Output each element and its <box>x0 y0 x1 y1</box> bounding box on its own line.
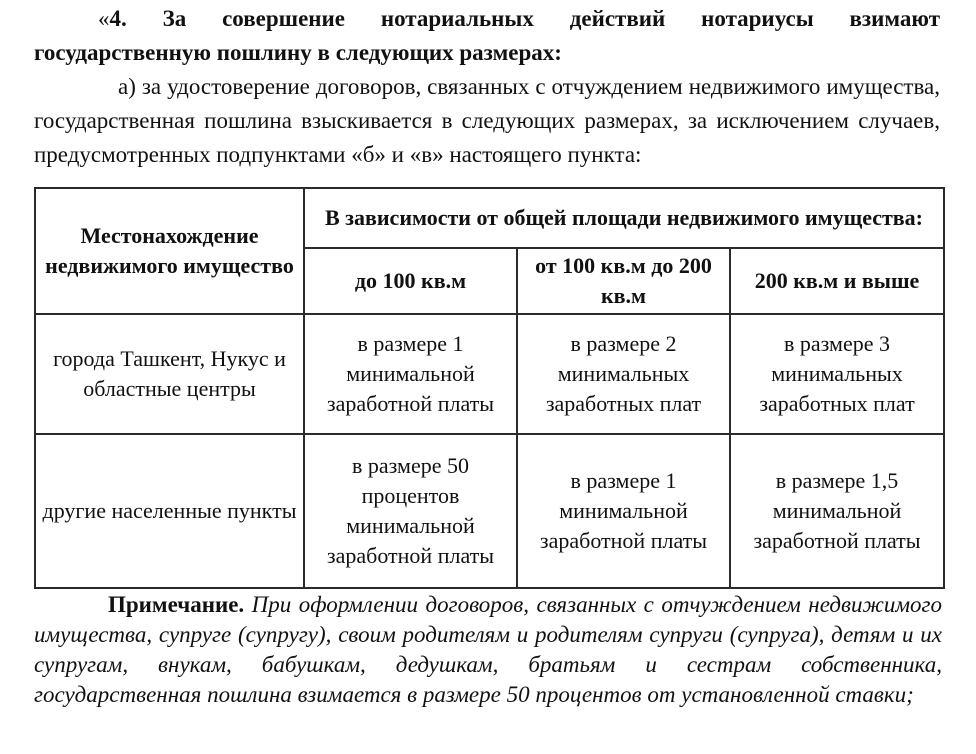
opening-quote: « <box>98 6 110 31</box>
note-text: При оформлении договоров, связанных с отчуждением недвижимого имущества, супруге (супругу), своим родителям и родителям супруги (супруга), детям и их супругам, внукам, бабушкам, дедушкам, братьям и сестрам собственника, государственная пошлина взимается в размере 50 процентов от установленной ставки; <box>34 592 942 707</box>
table-row <box>35 314 944 434</box>
note-paragraph <box>34 590 942 710</box>
fee-cell: в размере 1 минимальной заработной платы <box>517 434 730 588</box>
fee-cell: в размере 3 минимальных заработных плат <box>730 314 944 434</box>
row-location-cell: города Ташкент, Нукус и областные центры <box>35 314 304 434</box>
fee-cell: в размере 2 минимальных заработных плат <box>517 314 730 434</box>
subpoint-a-text: а) за удостоверение договоров, связанных с отчуждением недвижимого имущества, государственная пошлина взыскивается в следующих размерах, за исключением случаев, предусмотренных подпунктами «б» и «в» настоящего пункта: <box>34 74 940 167</box>
fee-table <box>34 187 945 589</box>
column-header-200-and-above: 200 кв.м и выше <box>730 248 944 314</box>
area-group-header: В зависимости от общей площади недвижимого имущества: <box>304 188 944 248</box>
section-heading <box>34 2 940 70</box>
note-label: Примечание. <box>108 592 245 617</box>
table-row <box>35 434 944 588</box>
row-location-cell: другие населенные пункты <box>35 434 304 588</box>
column-header-100-to-200: от 100 кв.м до 200 кв.м <box>517 248 730 314</box>
fee-cell: в размере 1,5 минимальной заработной платы <box>730 434 944 588</box>
subpoint-a <box>34 70 940 172</box>
location-column-header: Местонахождение недвижимого имущество <box>35 188 304 314</box>
fee-cell: в размере 50 процентов минимальной заработной платы <box>304 434 517 588</box>
fee-cell: в размере 1 минимальной заработной платы <box>304 314 517 434</box>
section-heading-text: 4. За совершение нотариальных действий нотариусы взимают государственную пошлину в следующих размерах: <box>34 6 940 65</box>
column-header-up-to-100: до 100 кв.м <box>304 248 517 314</box>
